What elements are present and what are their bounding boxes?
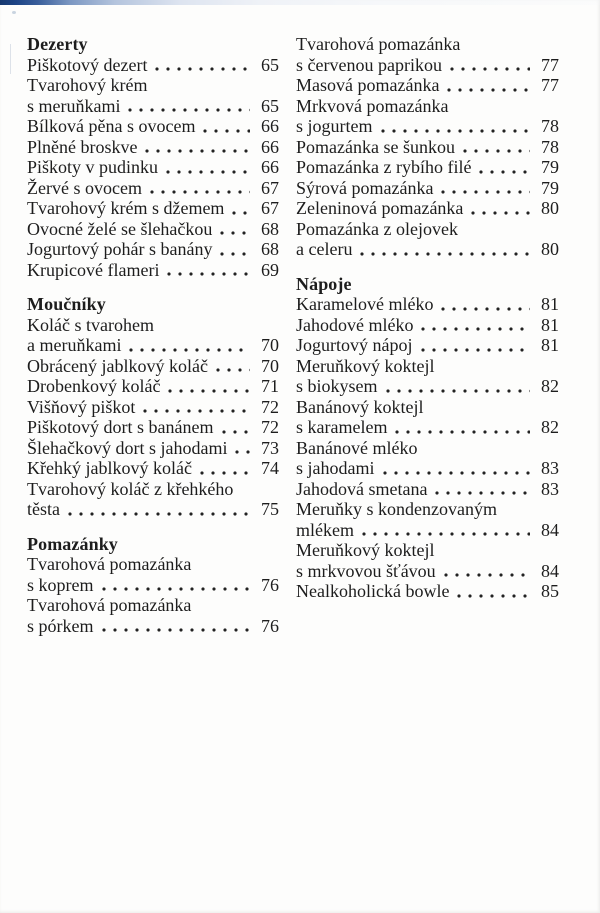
toc-entry-line: [27, 55, 279, 76]
recipe-title: Piškoty v pudinku: [27, 157, 159, 177]
toc-entry-line: [27, 178, 279, 199]
dot-leader: [457, 581, 530, 602]
page-number: 73: [261, 437, 279, 458]
toc-entry-line: [296, 376, 559, 397]
toc-entry-line: [27, 116, 279, 137]
toc-entry-line: [27, 499, 279, 520]
toc-entry-line: [296, 219, 559, 240]
recipe-title: Mrkvová pomazánka: [296, 95, 449, 116]
toc-section: [27, 34, 279, 280]
recipe-title: Jogurtový pohár s banány: [27, 239, 213, 259]
page-number: 82: [541, 376, 559, 396]
dot-leader: [441, 178, 530, 199]
page-number: 79: [541, 177, 559, 198]
toc-entry-line: [27, 219, 279, 240]
recipe-title: Piškotový dezert: [27, 54, 148, 75]
dot-leader: [150, 178, 250, 199]
toc-entry-line: [27, 239, 279, 260]
recipe-title: a meruňkami: [27, 335, 122, 355]
toc-entry-line: [296, 198, 559, 219]
toc-entry-line: [296, 458, 559, 479]
page-number: 81: [541, 294, 559, 314]
toc-entry-line: [296, 116, 559, 137]
dot-leader: [435, 479, 530, 500]
toc-entry-line: [27, 335, 279, 356]
dot-leader: [167, 260, 250, 281]
section-heading: Pomazánky: [27, 533, 118, 554]
recipe-title: s pórkem: [27, 615, 94, 636]
scan-edge-strip: [0, 0, 600, 5]
toc-entry-line: [296, 178, 559, 199]
dot-leader: [200, 458, 250, 479]
toc-entry-line: [296, 96, 559, 117]
recipe-title: Višňový piškot: [27, 396, 136, 417]
recipe-title: Meruňky s kondenzovaným: [296, 499, 497, 519]
toc-entry-line: [296, 561, 559, 582]
toc-entry-line: [296, 75, 559, 96]
toc-entry-line: [296, 335, 559, 356]
toc-entry-line: [27, 417, 279, 438]
toc-entry-line: [27, 376, 279, 397]
toc-entry-line: [296, 294, 559, 315]
recipe-title: s červenou paprikou: [296, 54, 442, 75]
recipe-title: Jahodová smetana: [296, 478, 428, 499]
dot-leader: [145, 137, 250, 158]
toc-entry-line: [27, 75, 279, 96]
page-number: 79: [541, 157, 559, 177]
page-number: 70: [261, 355, 279, 376]
dot-leader: [166, 157, 250, 178]
dot-leader: [203, 116, 250, 137]
recipe-title: s biokysem: [296, 376, 378, 396]
toc-entry-line: [27, 96, 279, 117]
toc-entry-line: [27, 458, 279, 479]
recipe-title: Šlehačkový dort s jahodami: [27, 437, 228, 458]
recipe-title: a celeru: [296, 239, 353, 259]
recipe-title: Meruňkový koktejl: [296, 540, 435, 560]
recipe-title: Zeleninová pomazánka: [296, 198, 464, 218]
dot-leader: [68, 499, 250, 520]
page-number: 81: [541, 335, 559, 355]
dot-leader: [471, 198, 530, 219]
toc-column-left: [27, 34, 279, 636]
page-number: 72: [261, 396, 279, 417]
page-number: 70: [261, 335, 279, 355]
recipe-title: Plněné broskve: [27, 136, 138, 157]
toc-entry-line: [27, 260, 279, 281]
recipe-title: Piškotový dort s banánem: [27, 417, 214, 437]
toc-entry-line: [296, 55, 559, 76]
toc-entry-line: [27, 479, 279, 500]
page-number: 68: [261, 218, 279, 239]
toc-entry-line: [27, 198, 279, 219]
toc-column-right: [296, 34, 559, 636]
dot-leader: [395, 417, 530, 438]
toc-entry-line: [27, 438, 279, 459]
toc-entry-line: [296, 397, 559, 418]
toc-entry-line: [296, 239, 559, 260]
dot-leader: [220, 219, 250, 240]
page-number: 67: [261, 177, 279, 198]
recipe-title: Banánový koktejl: [296, 396, 424, 417]
dot-leader: [232, 198, 250, 219]
toc-entry-line: [27, 397, 279, 418]
page-number: 66: [261, 116, 279, 136]
dot-leader: [444, 561, 530, 582]
recipe-title: Pomazánka z olejovek: [296, 218, 458, 239]
page-number: 78: [541, 116, 559, 136]
page-number: 72: [261, 417, 279, 437]
table-of-contents: [27, 34, 559, 636]
dot-leader: [362, 520, 530, 541]
recipe-title: Sýrová pomazánka: [296, 177, 434, 198]
dot-leader: [102, 575, 251, 596]
section-heading: Dezerty: [27, 34, 88, 54]
recipe-title: Pomazánka se šunkou: [296, 136, 455, 157]
dot-leader: [381, 116, 531, 137]
recipe-title: Tvarohový krém s džemem: [27, 198, 225, 218]
toc-entry-line: [296, 417, 559, 438]
page-number: 66: [261, 157, 279, 177]
scan-speck-artifact: [12, 11, 16, 14]
toc-section: [27, 534, 279, 637]
toc-entry-line: [27, 356, 279, 377]
dot-leader: [360, 239, 530, 260]
toc-entry-line: [296, 520, 559, 541]
recipe-title: Jahodové mléko: [296, 314, 414, 335]
recipe-title: Karamelové mléko: [296, 294, 434, 314]
recipe-title: mlékem: [296, 519, 354, 540]
recipe-title: s karamelem: [296, 417, 388, 437]
page-number: 65: [261, 54, 279, 75]
dot-leader: [450, 55, 530, 76]
toc-entry-line: [27, 554, 279, 575]
dot-leader: [216, 356, 250, 377]
page-number: 68: [261, 239, 279, 259]
recipe-title: Banánové mléko: [296, 437, 418, 458]
dot-leader: [383, 458, 531, 479]
page-number: 76: [261, 615, 279, 636]
dot-leader: [128, 96, 250, 117]
recipe-title: Nealkoholická bowle: [296, 581, 450, 601]
dot-leader: [421, 335, 531, 356]
section-heading: Moučníky: [27, 294, 106, 314]
recipe-title: Ovocné želé se šlehačkou: [27, 218, 213, 239]
recipe-title: Drobenkový koláč: [27, 376, 161, 396]
page-number: 76: [261, 574, 279, 595]
dot-leader: [479, 157, 530, 178]
dot-leader: [143, 397, 250, 418]
recipe-title: Masová pomazánka: [296, 75, 440, 95]
dot-leader: [102, 616, 251, 637]
dot-leader: [129, 335, 250, 356]
recipe-title: Jogurtový nápoj: [296, 335, 413, 355]
recipe-title: Meruňkový koktejl: [296, 355, 435, 376]
page-number: 85: [541, 581, 559, 601]
recipe-title: Krupicové flameri: [27, 259, 160, 280]
toc-entry-line: [296, 479, 559, 500]
dot-leader: [463, 137, 530, 158]
toc-section: [296, 274, 559, 602]
recipe-title: s jahodami: [296, 458, 375, 478]
toc-entry-line: [296, 315, 559, 336]
recipe-title: Bílková pěna s ovocem: [27, 116, 196, 136]
recipe-title: Tvarohový koláč z křehkého: [27, 478, 234, 499]
page-number: 84: [541, 519, 559, 540]
recipe-title: Tvarohová pomazánka: [27, 595, 192, 615]
page-number: 80: [541, 239, 559, 259]
page-number: 71: [261, 376, 279, 396]
toc-entry-line: [296, 581, 559, 602]
dot-leader: [235, 438, 250, 459]
recipe-title: s jogurtem: [296, 116, 373, 136]
toc-entry-line: [296, 157, 559, 178]
dot-leader: [220, 239, 250, 260]
toc-entry-line: [27, 157, 279, 178]
toc-entry-line: [296, 540, 559, 561]
dot-leader: [421, 315, 530, 336]
toc-section-continuation: [296, 34, 559, 260]
page-number: 66: [261, 136, 279, 157]
page-number: 83: [541, 458, 559, 478]
toc-entry-line: [296, 356, 559, 377]
recipe-title: Tvarohový krém: [27, 75, 148, 95]
dot-leader: [222, 417, 251, 438]
page-number: 83: [541, 478, 559, 499]
page-number: 81: [541, 314, 559, 335]
toc-entry-line: [296, 438, 559, 459]
dot-leader: [386, 376, 530, 397]
section-heading: Nápoje: [296, 273, 352, 294]
page-number: 80: [541, 198, 559, 218]
toc-entry-line: [27, 616, 279, 637]
page-number: 77: [541, 75, 559, 95]
scan-scratch-artifact: [10, 44, 11, 74]
page-number: 74: [261, 458, 279, 478]
page-number: 82: [541, 417, 559, 437]
page-number: 78: [541, 136, 559, 157]
page-number: 77: [541, 54, 559, 75]
page-number: 65: [261, 95, 279, 116]
page-number: 69: [261, 259, 279, 280]
toc-entry-line: [27, 315, 279, 336]
recipe-title: s meruňkami: [27, 95, 121, 116]
page-number: 84: [541, 560, 559, 581]
recipe-title: s mrkvovou šťávou: [296, 560, 436, 581]
page-number: 67: [261, 198, 279, 218]
toc-entry-line: [27, 575, 279, 596]
dot-leader: [447, 75, 530, 96]
recipe-title: Obrácený jablkový koláč: [27, 355, 208, 376]
recipe-title: s koprem: [27, 574, 94, 595]
toc-entry-line: [27, 595, 279, 616]
toc-entry-line: [296, 499, 559, 520]
recipe-title: Křehký jablkový koláč: [27, 458, 192, 478]
recipe-title: Koláč s tvarohem: [27, 314, 154, 335]
toc-entry-line: [27, 137, 279, 158]
dot-leader: [441, 294, 530, 315]
toc-entry-line: [296, 137, 559, 158]
recipe-title: Tvarohová pomazánka: [27, 554, 192, 574]
toc-entry-line: [296, 34, 559, 55]
dot-leader: [155, 55, 250, 76]
recipe-title: Tvarohová pomazánka: [296, 34, 461, 54]
page-number: 75: [261, 499, 279, 519]
recipe-title: Pomazánka z rybího filé: [296, 157, 472, 177]
recipe-title: Žervé s ovocem: [27, 177, 142, 198]
recipe-title: těsta: [27, 499, 60, 519]
dot-leader: [168, 376, 250, 397]
toc-section: [27, 294, 279, 520]
